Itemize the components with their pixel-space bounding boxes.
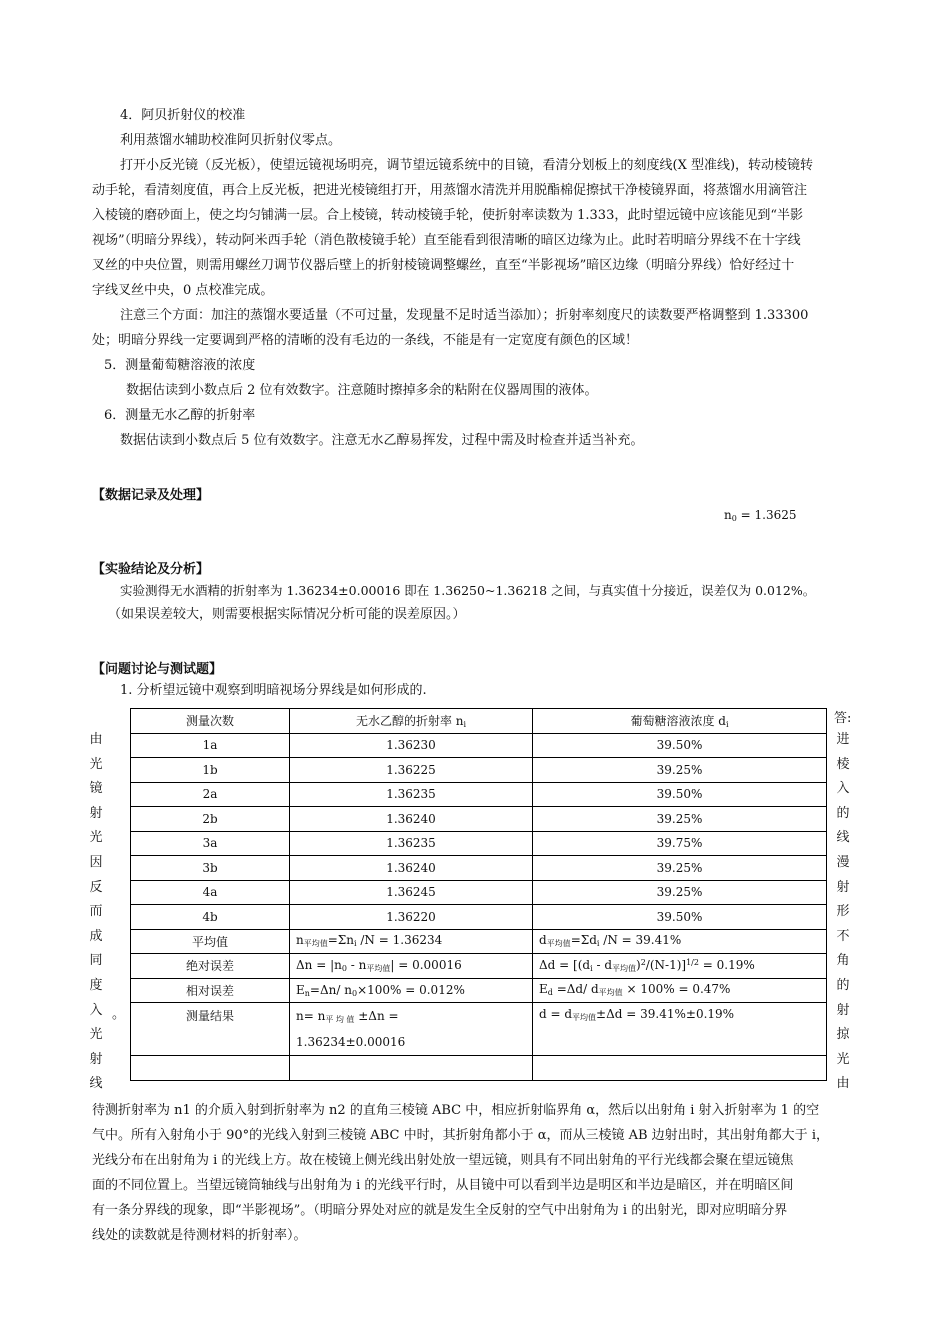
cell-n: 1.36220 [290,905,533,930]
vertical-char: 光 [89,1027,103,1043]
table-header-row [131,709,827,734]
result-n: $n= n_{平 均 值} \pm\Delta n$ = 1.36234±0.00016 [290,1003,533,1056]
n0-value: $n_0 = 1.3625$ [724,508,797,523]
text-line: 处；明暗分界线一定要调到严格的清晰的没有毛边的一条线，不能是有一定宽度有颜色的区域！ [92,333,639,348]
cell-d: 39.50% [533,782,827,807]
table-row [131,880,827,905]
cell-n: 1.36235 [290,782,533,807]
left-dot: 。 [112,1007,126,1022]
rel-error-n: $E_n=\Delta n/$ $n_0\times 100\% = 0.012\%$ [290,978,533,1003]
text-line: 入棱镜的磨砂面上，使之均匀铺满一层。合上棱镜，转动棱镜手轮，使折射率读数为 1.333，此时望远镜中应该能见到“半影 [92,208,803,223]
cell-d: 39.50% [533,733,827,758]
table-row [131,807,827,832]
empty-cell [290,1056,533,1081]
left-vertical-text [86,728,106,1097]
text-line: 字线叉丝中央，0 点校准完成。 [92,283,274,298]
cell-label: 4b [131,905,290,930]
vertical-char: 角 [836,953,850,969]
cell-label: 4a [131,880,290,905]
text-line: 待测折射率为 n1 的介质入射到折射率为 n2 的直角三棱镜 ABC 中，相应折射临界角 α，然后以出射角 i 射入折射率为 1 的空 [92,1103,820,1118]
vertical-char: 由 [89,732,103,747]
vertical-char: 不 [836,928,850,944]
text-line: 气中。所有入射角小于 90°的光线入射到三棱镜 ABC 中时，其折射角都小于 α，而从三棱镜 AB 边射出时，其出射角都大于 i， [92,1128,829,1143]
table-row [131,831,827,856]
cell-label: 3b [131,856,290,881]
cell-d: 39.50% [533,905,827,930]
conclusion-line1: 实验测得无水酒精的折射率为 1.36234±0.00016 即在 1.36250~1.36218 之间，与真实值十分接近，误差仅为 0.012%。 [120,583,816,598]
text-line: 叉丝的中央位置，则需用螺丝刀调节仪器后壁上的折射棱镜调整螺丝，直至“半影视场”暗区边缘（明暗分界线）恰好经过十 [92,258,795,273]
vertical-char: 镜 [89,781,103,797]
section6-paragraph: 数据估读到小数点后 5 位有效数字。注意无水乙醇易挥发，过程中需及时检查并适当补充。 [120,433,644,448]
vertical-char: 度 [89,977,103,993]
vertical-char: 进 [836,732,850,747]
cell-n: 1.36230 [290,733,533,758]
section5-title: 5．测量葡萄糖溶液的浓度 [104,358,256,373]
cell-d: 39.25% [533,856,827,881]
section4-title: 4．阿贝折射仪的校准 [120,108,246,123]
vertical-char: 线 [836,830,850,846]
cell-label: 1a [131,733,290,758]
cell-d: 39.25% [533,807,827,832]
result-row [131,1003,827,1056]
text-line: 有一条分界线的现象，即“半影视场”。（明暗分界处对应的就是发生全反射的空气中出射角为 i 的出射光，即对应明暗分界 [92,1203,788,1218]
question-1: 1. 分析望远镜中观察到明暗视场分界线是如何形成的. [120,683,427,698]
abs-error-d: $\Delta d = [(d_i - d_{平均值})^2/(N-1)]^{1/2} = 0.19\%$ [533,954,827,979]
conclusion-heading: 【实验结论及分析】 [92,562,210,577]
cell-label: 2b [131,807,290,832]
vertical-char: 射 [89,1051,103,1067]
result-label: 测量结果 [131,1003,290,1056]
empty-cell [131,1056,290,1081]
abs-error-n: $\Delta n = |n_0 - n_{平均值}| = 0.00016$ [290,954,533,979]
answer-label: 答: [834,711,852,726]
abs-error-row [131,954,827,979]
cell-n: 1.36240 [290,807,533,832]
cell-n: 1.36225 [290,758,533,783]
vertical-char: 漫 [836,854,850,870]
result-d: $d = d_{平均值}\pm\Delta d = 39.41\%\pm 0.19\%$ [533,1003,827,1056]
table-row [131,782,827,807]
abs-error-label: 绝对误差 [131,954,290,979]
cell-label: 1b [131,758,290,783]
vertical-char: 射 [836,1002,850,1018]
conclusion-line2: （如果误差较大，则需要根据实际情况分析可能的误差原因。） [108,607,466,622]
data-record-heading: 【数据记录及处理】 [92,488,210,503]
vertical-char: 光 [89,756,103,772]
vertical-char: 线 [89,1076,103,1092]
text-line: 注意三个方面：加注的蒸馏水要适量（不可过量，发现量不足时适当添加）；折射率刻度尺的读数要严格调整到 1.33300 [120,308,809,323]
text-line: 动手轮，看清刻度值，再合上反光板，把进光棱镜组打开，用蒸馏水清洗并用脱酯棉促擦拭干净棱镜界面，将蒸馏水用滴管注 [92,183,808,198]
mean-label: 平均值 [131,929,290,954]
mean-d: $d_{平均值}=\Sigma d_i$ /N = 39.41% [533,929,827,954]
text-line: 打开小反光镜（反光板），使望远镜视场明亮，调节望远镜系统中的目镜，看清分划板上的刻度线(X 型准线)，转动棱镜转 [120,158,814,173]
vertical-char: 光 [89,830,103,846]
cell-d: 39.25% [533,758,827,783]
section5-paragraph: 数据估读到小数点后 2 位有效数字。注意随时擦掉多余的粘附在仪器周围的液体。 [126,383,598,398]
vertical-char: 射 [89,805,103,821]
section6-title: 6．测量无水乙醇的折射率 [104,408,256,423]
table-row [131,758,827,783]
vertical-char: 光 [836,1051,850,1067]
mean-row [131,929,827,954]
vertical-char: 反 [89,879,103,895]
cell-label: 3a [131,831,290,856]
cell-d: 39.25% [533,880,827,905]
cell-d: 39.75% [533,831,827,856]
vertical-char: 入 [836,781,850,797]
vertical-char: 的 [836,977,850,993]
mean-n: $n_{平均值}=\Sigma n_i$ /N = 1.36234 [290,929,533,954]
text-line: 光线分布在出射角为 i 的光线上方。故在棱镜上侧光线出射处放一望远镜，则具有不同出射角的平行光线都会聚在望远镜焦 [92,1153,794,1168]
vertical-char: 由 [836,1076,850,1092]
vertical-char: 成 [89,928,103,944]
cell-n: 1.36235 [290,831,533,856]
text-line: 面的不同位置上。当望远镜筒轴线与出射角为 i 的光线平行时，从目镜中可以看到半边是明区和半边是暗区，并在明暗区间 [92,1178,794,1193]
cell-label: 2a [131,782,290,807]
vertical-char: 同 [89,953,103,969]
vertical-char: 入 [89,1002,103,1018]
measurement-table [130,708,827,1081]
vertical-char: 棱 [836,756,850,772]
right-vertical-text [833,728,853,1097]
rel-error-d: $E_d =\Delta d/$ $d_{平均值} \times 100\% = 0.47\%$ [533,978,827,1003]
vertical-char: 形 [836,904,850,920]
vertical-char: 而 [89,904,103,920]
vertical-char: 的 [836,805,850,821]
header-concentration: 葡萄糖溶液浓度 $d_i$ [533,709,827,734]
vertical-char: 因 [89,854,103,870]
discussion-heading: 【问题讨论与测试题】 [92,662,223,677]
table-row [131,856,827,881]
text-line: 视场”（明暗分界线），转动阿米西手轮（消色散棱镜手轮）直至能看到很清晰的暗区边缘为止。此时若明暗分界线不在十字线 [92,233,801,248]
cell-n: 1.36240 [290,856,533,881]
cell-n: 1.36245 [290,880,533,905]
empty-cell [533,1056,827,1081]
rel-error-label: 相对误差 [131,978,290,1003]
header-count: 测量次数 [131,709,290,734]
table-row [131,905,827,930]
text-line: 线处的读数就是待测材料的折射率）。 [92,1228,307,1243]
table-row [131,733,827,758]
header-refractive-index: 无水乙醇的折射率 $n_i$ [290,709,533,734]
section4-paragraph1: 利用蒸馏水辅助校准阿贝折射仪零点。 [120,133,342,148]
empty-row [131,1056,827,1081]
rel-error-row [131,978,827,1003]
vertical-char: 掠 [836,1027,850,1043]
vertical-char: 射 [836,879,850,895]
